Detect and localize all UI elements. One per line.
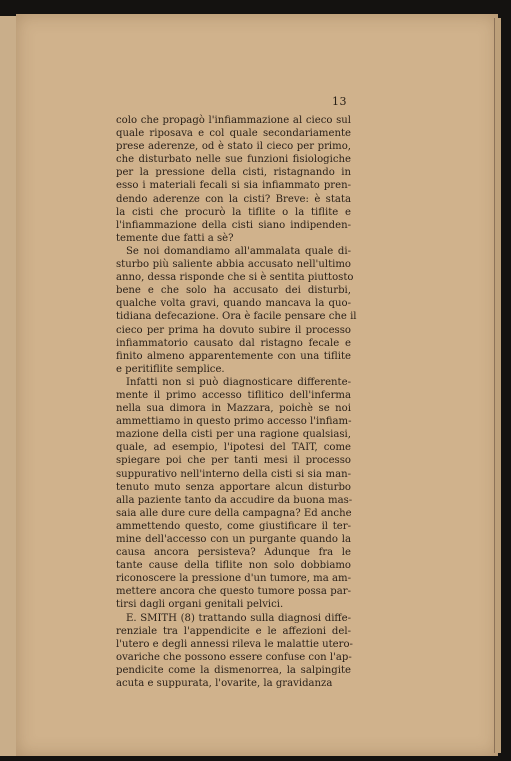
text-line: ammettiamo in questo primo accesso l'infiam- — [116, 416, 352, 428]
text-line: pendicite come la dismenorrea, la salpingite — [116, 664, 351, 676]
text-line: mettere ancora che questo tumore possa par- — [116, 586, 351, 598]
paragraph — [116, 376, 351, 612]
text-line: quale, ad esempio, l'ipotesi del TAIT, come — [116, 442, 351, 454]
text-line: spiegare poi che per tanti mesi il processo — [116, 455, 351, 467]
text-line: dendo aderenze con la cisti? Breve: è stata — [116, 193, 351, 205]
text-line: riconoscere la pressione d'un tumore, ma am- — [116, 573, 351, 585]
text-line: mazione della cisti per una ragione qualsiasi, — [116, 429, 351, 441]
paragraph — [116, 245, 357, 376]
text-line: acuta e suppurata, l'ovarite, la gravidanza — [116, 678, 333, 690]
paragraph — [116, 114, 351, 245]
paragraph — [116, 612, 351, 691]
text-line: tirsi dagli organi genitali pelvici. — [116, 599, 284, 611]
text-line: quale riposava e col quale secondariamente — [116, 128, 351, 140]
text-line: Se noi domandiamo all'ammalata quale di- — [126, 245, 351, 257]
text-line: e peritiflite semplice. — [116, 363, 225, 375]
previous-page-edge — [0, 16, 17, 756]
text-line: l'utero e degli annessi rileva le malattie utero- — [116, 638, 353, 650]
text-line: l'infiammazione della cisti siano indipenden- — [116, 219, 351, 231]
text-line: E. SMITH (8) trattando sulla diagnosi diffe- — [126, 612, 351, 624]
text-line: mine dell'accesso con un purgante quando la — [116, 534, 351, 545]
text-line: causa ancora persisteva? Adunque fra le — [116, 547, 351, 559]
text-line: che disturbato nelle sue funzioni fisiologiche — [116, 154, 351, 166]
text-line: saia alle dure cure della campagna? Ed anche — [116, 507, 352, 519]
text-line: ammettendo questo, come giustificare il ter- — [116, 520, 351, 532]
text-line: temente due fatti a sè? — [116, 232, 234, 244]
text-line: renziale tra l'appendicite e le affezioni del- — [116, 625, 351, 637]
text-line: suppurativo nell'interno della cisti si sia man- — [116, 468, 351, 480]
text-line: tidiana defecazione. Ora è facile pensare che il — [116, 311, 357, 323]
text-line: prese aderenze, od è stato il cieco per primo, — [116, 141, 351, 153]
body-text — [116, 114, 357, 690]
text-line: tenuto muto senza apportare alcun disturbo — [116, 481, 351, 493]
text-line: alla paziente tanto da accudire da buona mas- — [116, 494, 353, 506]
text-line: colo che propagò l'infiammazione al cieco sul — [116, 115, 351, 126]
text-line: nella sua dimora in Mazzara, poichè se noi — [116, 403, 351, 415]
text-line: cieco per prima ha dovuto subire il processo — [116, 324, 351, 336]
text-line: qualche volta gravi, quando mancava la quo- — [116, 298, 351, 310]
text-line: sturbo più saliente abbia accusato nell'ultimo — [116, 259, 351, 271]
text-line: la cisti che procurò la tiflite o la tiflite e — [116, 206, 351, 218]
text-line: Infatti non si può diagnosticare differente- — [126, 376, 351, 388]
text-line: infiammatorio causato dal ristagno fecale e — [116, 337, 351, 349]
page-stack-edge — [494, 18, 501, 753]
text-line: anno, dessa risponde che si è sentita piuttosto — [116, 272, 354, 284]
text-line: mente il primo accesso tiflitico dell'inferma — [116, 389, 351, 401]
text-line: esso i materiali fecali si sia infiammato pren- — [116, 180, 351, 192]
page-number: 13 — [332, 95, 347, 108]
text-line: bene e che solo ha accusato dei disturbi, — [116, 285, 351, 297]
text-line: per la pressione della cisti, ristagnando in — [116, 167, 351, 179]
text-line: ovariche che possono essere confuse con l'ap- — [116, 651, 352, 663]
text-line: tante cause della tiflite non solo dobbiamo — [116, 560, 351, 572]
text-line: finito almeno apparentemente con una tiflite — [116, 350, 351, 362]
